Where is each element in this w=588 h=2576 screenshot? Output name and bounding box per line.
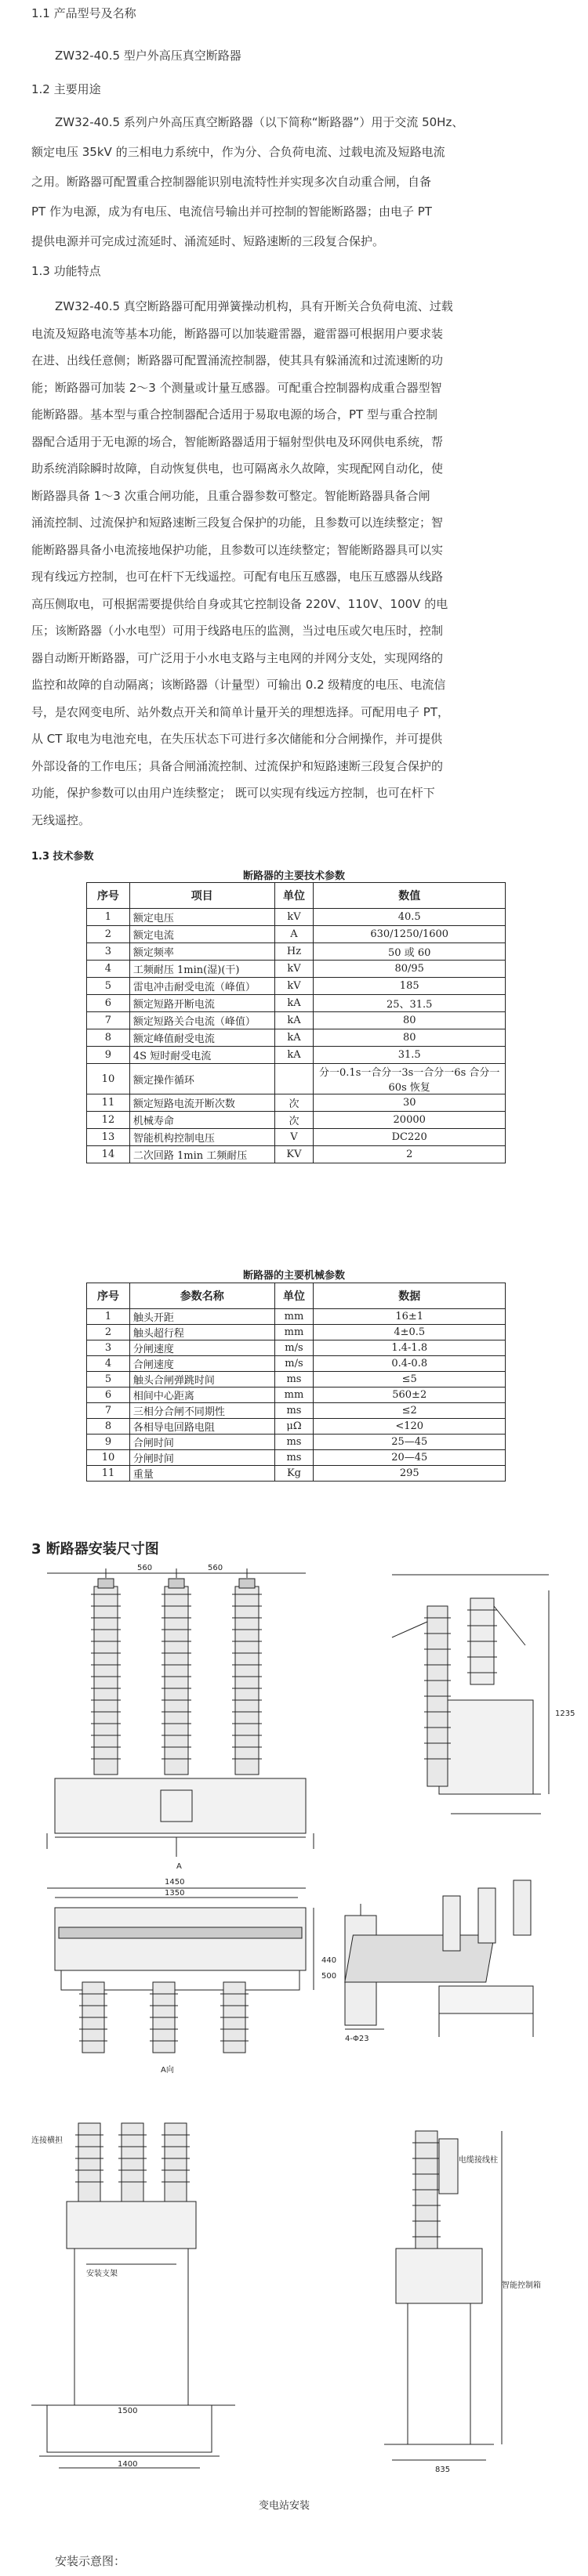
table-cell: ms [274, 1450, 314, 1466]
tech-params-heading: 1.3 技术参数 [31, 851, 94, 863]
table-row [87, 961, 506, 978]
table-cell: 10 [87, 1064, 130, 1094]
table-cell [274, 1064, 314, 1094]
table-cell: A [274, 926, 314, 943]
table-cell: 智能机构控制电压 [129, 1129, 274, 1146]
table-cell: 560±2 [314, 1387, 506, 1403]
table-cell: 额定电压 [129, 909, 274, 926]
table-row [87, 1012, 506, 1029]
paragraph-line: 能；断路器可加装 2～3 个测量或计量互感器。可配重合控制器构成重合器型智 [31, 380, 442, 395]
table-header-cell: 序号 [87, 883, 130, 909]
table-cell: 触头超行程 [129, 1325, 274, 1340]
paragraph-line: 电流及短路电流等基本功能，断路器可以加装避雷器，避雷器可根据用户要求装 [31, 326, 444, 341]
table-cell: DC220 [314, 1129, 506, 1146]
section-1-2-heading: 1.2 主要用途 [31, 82, 101, 96]
table-cell: 分闸速度 [129, 1340, 274, 1356]
table-cell: Hz [274, 943, 314, 961]
table-cell: 1 [87, 909, 130, 926]
table-cell: 14 [87, 1146, 130, 1163]
table-cell: 4 [87, 1356, 130, 1372]
table-cell: 次 [274, 1112, 314, 1129]
section-1-2-body [31, 110, 564, 259]
tech-params-title: 断路器的主要技术参数 [242, 870, 345, 882]
paragraph-line: 器自动断开断路器，可广泛用于小水电支路与主电网的并网分支处，实现网络的 [31, 650, 444, 665]
paragraph-line: 助系统消除瞬时故障，自动恢复供电，也可隔离永久故障，实现配网自动化，使 [31, 461, 444, 476]
table-row [87, 1403, 506, 1419]
table-header-cell: 数值 [314, 883, 506, 909]
table-cell: kA [274, 1047, 314, 1064]
table-cell: μΩ [274, 1419, 314, 1435]
table-cell: 合闸时间 [129, 1435, 274, 1450]
table-cell: 5 [87, 978, 130, 995]
table-cell: kA [274, 1012, 314, 1029]
paragraph-line: 功能，保护参数可以由用户连续整定； 既可以实现有线远方控制，也可在杆下 [31, 786, 435, 800]
section-1-3-heading: 1.3 功能特点 [31, 264, 101, 278]
table-cell: mm [274, 1309, 314, 1325]
table-row [87, 943, 506, 961]
paragraph-line: 监控和故障的自动隔离；该断路器（计量型）可输出 0.2 级精度的电压、电流信 [31, 678, 446, 692]
table-cell: <120 [314, 1419, 506, 1435]
paragraph-line: 之用。断路器可配置重合控制器能识别电流特性并实现多次自动重合闸，自备 [31, 175, 432, 189]
table-cell: ms [274, 1403, 314, 1419]
table-cell: 20—45 [314, 1450, 506, 1466]
table-cell: 3 [87, 943, 130, 961]
model-name: ZW32-40.5 型户外高压真空断路器 [55, 49, 241, 63]
front-view-drawing [47, 1568, 314, 1857]
table-cell: 额定电流 [129, 926, 274, 943]
table-cell: m/s [274, 1340, 314, 1356]
table-row [87, 1146, 506, 1163]
table-header-cell: 序号 [87, 1283, 130, 1309]
table-cell: 2 [314, 1146, 506, 1163]
dim-top-2: 560 [208, 1564, 223, 1572]
dim-1400: 1400 [118, 2460, 138, 2469]
table-cell: 30 [314, 1094, 506, 1112]
table-row [87, 1047, 506, 1064]
table-cell: mm [274, 1387, 314, 1403]
table-cell: 额定频率 [129, 943, 274, 961]
table-cell: V [274, 1129, 314, 1146]
table-cell: 4S 短时耐受电流 [129, 1047, 274, 1064]
paragraph-line: 器配合适用于无电源的场合，智能断路器适用于辐射型供电及环网供电系统，帮 [31, 434, 444, 449]
section-1-1-heading: 1.1 产品型号及名称 [31, 6, 136, 20]
table-row [87, 1112, 506, 1129]
table-row [87, 1450, 506, 1466]
paragraph-line: 断路器具备 1～3 次重合闸功能，且重合器参数可整定。智能断路器具备合闸 [31, 488, 430, 503]
table-cell: 40.5 [314, 909, 506, 926]
table-cell: 80/95 [314, 961, 506, 978]
table-cell: 31.5 [314, 1047, 506, 1064]
hole-label: 4-Φ23 [345, 2035, 369, 2043]
side-view-drawing [392, 1575, 549, 1814]
table-cell: 13 [87, 1129, 130, 1146]
table-row [87, 1372, 506, 1387]
dim-side-440: 440 [321, 1956, 337, 1965]
paragraph-line: 外部设备的工作电压；具备合闸涌流控制、过流保护和短路速断三段复合保护的 [31, 758, 444, 773]
table-header-cell: 参数名称 [129, 1283, 274, 1309]
table-row [87, 1325, 506, 1340]
label-pole: 电缆接线柱 [459, 2156, 498, 2165]
table-cell: Kg [274, 1466, 314, 1482]
table-cell: 触头开距 [129, 1309, 274, 1325]
table-cell: mm [274, 1325, 314, 1340]
table-cell: 4 [87, 961, 130, 978]
table-cell: ms [274, 1435, 314, 1450]
table-cell: 2 [87, 926, 130, 943]
table-cell: 9 [87, 1435, 130, 1450]
table-cell: 三相分合闸不同期性 [129, 1403, 274, 1419]
table-cell: 16±1 [314, 1309, 506, 1325]
substation-front-drawing [31, 2123, 235, 2468]
dim-height: 1235 [555, 1709, 575, 1718]
table-cell: 5 [87, 1372, 130, 1387]
table-cell: 相间中心距离 [129, 1387, 274, 1403]
table-header-cell: 数据 [314, 1283, 506, 1309]
table-cell: 50 或 60 [314, 943, 506, 961]
table-cell: 10 [87, 1450, 130, 1466]
table-header-cell: 单位 [274, 1283, 314, 1309]
table-row [87, 1129, 506, 1146]
paragraph-line: 在进、出线任意侧；断路器可配置涌流控制器，使其具有躲涌流和过流速断的功 [31, 353, 444, 367]
table-cell: 工频耐压 1min(湿)(干) [129, 961, 274, 978]
table-cell: 80 [314, 1012, 506, 1029]
table-row [87, 1356, 506, 1372]
substation-side-drawing [384, 2131, 502, 2460]
table-cell: 合闸速度 [129, 1356, 274, 1372]
section-1-3-body [31, 294, 564, 834]
table-cell: kA [274, 1029, 314, 1047]
paragraph-line: PT 作为电源，成为有电压、电流信号输出并可控制的智能断路器；由电子 PT [31, 204, 432, 219]
table-cell: 分一0.1s一合分一3s一合分一6s 合分一60s 恢复 [314, 1064, 506, 1094]
table-cell: kV [274, 978, 314, 995]
paragraph-line: 提供电源并可完成过流延时、涌流延时、短路速断的三段复合保护。 [31, 234, 385, 248]
table-cell: m/s [274, 1356, 314, 1372]
table-cell: 机械寿命 [129, 1112, 274, 1129]
tech-params-table [86, 882, 506, 1163]
paragraph-line: 额定电压 35kV 的三相电力系统中，作为分、合负荷电流、过载电流及短路电流 [31, 145, 445, 159]
table-cell: 20000 [314, 1112, 506, 1129]
table-row [87, 978, 506, 995]
table-row [87, 1466, 506, 1482]
table-cell: 25—45 [314, 1435, 506, 1450]
dim-1500: 1500 [118, 2407, 138, 2415]
paragraph-line: 从 CT 取电为电池充电，在失压状态下可进行多次储能和分合闸操作，并可提供 [31, 732, 443, 746]
substation-label: 变电站安装 [259, 2500, 310, 2512]
table-row [87, 1387, 506, 1403]
table-cell: 额定短路开断电流 [129, 995, 274, 1012]
table-row [87, 1340, 506, 1356]
table-cell: 2 [87, 1325, 130, 1340]
table-cell: kV [274, 909, 314, 926]
table-cell: 9 [87, 1047, 130, 1064]
mech-params-title: 断路器的主要机械参数 [242, 1270, 345, 1282]
mech-params-table [86, 1283, 506, 1482]
table-cell: 8 [87, 1029, 130, 1047]
dim-top-1: 560 [137, 1564, 153, 1572]
dim-width-1350: 1350 [165, 1889, 185, 1898]
table-cell: 25、31.5 [314, 995, 506, 1012]
table-cell: 各相导电回路电阻 [129, 1419, 274, 1435]
label-bar: 连接横担 [31, 2136, 63, 2145]
table-cell: 3 [87, 1340, 130, 1356]
dim-width-1450: 1450 [165, 1878, 185, 1887]
table-cell: 次 [274, 1094, 314, 1112]
view-a-label: A向 [161, 2066, 174, 2075]
paragraph-line: 涌流控制、过流保护和短路速断三段复合保护的功能，且参数可以连续整定；智 [31, 516, 444, 530]
table-row [87, 1419, 506, 1435]
table-cell: 额定操作循环 [129, 1064, 274, 1094]
label-frame: 安装支架 [86, 2270, 118, 2278]
view-a-marker: A [176, 1862, 182, 1871]
table-cell: 12 [87, 1112, 130, 1129]
table-cell: 6 [87, 995, 130, 1012]
table-cell: 雷电冲击耐受电流（峰值） [129, 978, 274, 995]
install-drawing-heading: 3 断路器安装尺寸图 [31, 1541, 159, 1558]
label-box: 智能控制箱 [502, 2281, 541, 2290]
table-row [87, 1309, 506, 1325]
table-cell: kV [274, 961, 314, 978]
table-cell: 8 [87, 1419, 130, 1435]
table-cell: 80 [314, 1029, 506, 1047]
table-row [87, 926, 506, 943]
table-cell: 0.4-0.8 [314, 1356, 506, 1372]
table-cell: ≤2 [314, 1403, 506, 1419]
table-row [87, 1064, 506, 1094]
table-cell: 6 [87, 1387, 130, 1403]
install-footer: 安装示意图： [55, 2554, 126, 2568]
dim-side-500: 500 [321, 1972, 337, 1981]
table-header-cell: 单位 [274, 883, 314, 909]
table-cell: 触头合闸弹跳时间 [129, 1372, 274, 1387]
table-cell: ms [274, 1372, 314, 1387]
table-cell: 295 [314, 1466, 506, 1482]
paragraph-line: 能断路器。基本型与重合控制器配合适用于易取电源的场合，PT 型与重合控制 [31, 407, 437, 421]
table-cell: 额定峰值耐受电流 [129, 1029, 274, 1047]
table-cell: 额定短路电流开断次数 [129, 1094, 274, 1112]
table-cell: 重量 [129, 1466, 274, 1482]
table-cell: 7 [87, 1403, 130, 1419]
table-cell: 分闸时间 [129, 1450, 274, 1466]
table-cell: kA [274, 995, 314, 1012]
table-cell: 额定短路关合电流（峰值） [129, 1012, 274, 1029]
paragraph-line: 压；该断路器（小水电型）可用于线路电压的监测，当过电压或欠电压时，控制 [31, 624, 444, 638]
table-header-cell: 项目 [129, 883, 274, 909]
table-cell: KV [274, 1146, 314, 1163]
table-row [87, 1435, 506, 1450]
paragraph-line: ZW32-40.5 系列户外高压真空断路器（以下简称“断路器”）用于交流 50Hz、 [55, 115, 464, 129]
table-row [87, 995, 506, 1012]
paragraph-line: 能断路器具备小电流接地保护功能，且参数可以连续整定；智能断路器具可以实 [31, 542, 444, 557]
table-cell: ≤5 [314, 1372, 506, 1387]
paragraph-line: ZW32-40.5 真空断路器可配用弹簧操动机构，具有开断关合负荷电流、过载 [55, 299, 453, 313]
table-cell: 二次回路 1min 工频耐压 [129, 1146, 274, 1163]
table-row [87, 1094, 506, 1112]
table-row [87, 909, 506, 926]
installation-drawings [0, 1559, 588, 2546]
dim-835: 835 [435, 2466, 451, 2474]
table-cell: 1 [87, 1309, 130, 1325]
table-cell: 7 [87, 1012, 130, 1029]
table-cell: 630/1250/1600 [314, 926, 506, 943]
paragraph-line: 高压侧取电，可根据需要提供给自身或其它控制设备 220V、110V、100V 的电 [31, 596, 448, 611]
paragraph-line: 无线遥控。 [31, 812, 91, 827]
table-cell: 11 [87, 1466, 130, 1482]
paragraph-line: 现有线远方控制，也可在杆下无线遥控。可配有电压互感器，电压互感器从线路 [31, 570, 444, 584]
table-row [87, 1029, 506, 1047]
paragraph-line: 号，是农网变电所、站外数点开关和简单计量开关的理想选择。可配用电子 PT， [31, 704, 449, 719]
top-view-drawing [47, 1888, 314, 2053]
table-cell: 4±0.5 [314, 1325, 506, 1340]
table-cell: 185 [314, 978, 506, 995]
table-cell: 11 [87, 1094, 130, 1112]
table-cell: 1.4-1.8 [314, 1340, 506, 1356]
